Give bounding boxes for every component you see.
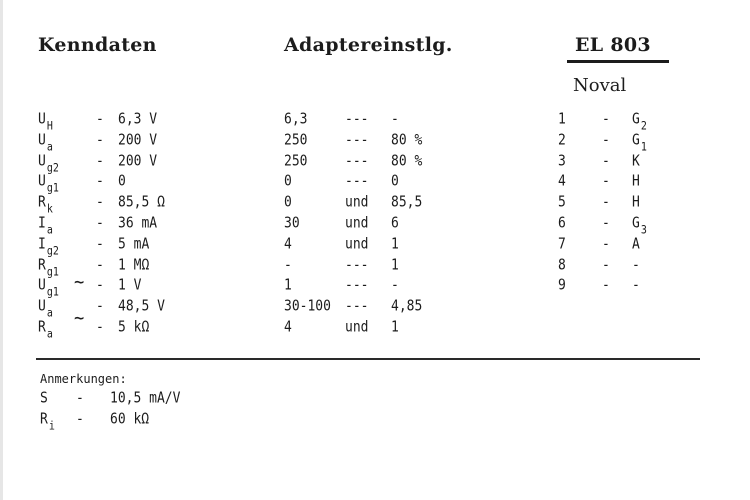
parameter-symbol: $U_H$ [38,111,53,133]
parameter-subscript: 2 [640,120,647,133]
parameter-subscript: 1 [640,141,647,154]
parameter-symbol: H [632,194,640,212]
parameter-symbol: H [632,173,640,191]
pin-number: 4 [558,173,566,191]
parameter-symbol: K [632,153,640,171]
adapter-value: 30 [284,215,300,233]
pin-dash: - [602,111,610,129]
pin-dash: - [602,194,610,212]
parameter-subscript: i [48,420,55,433]
nominal-value: 6,3 V [118,111,158,129]
tube-model-heading: EL 803 [575,34,651,56]
note-value: 60 kΩ [110,411,150,429]
adapter-value: 250 [284,132,308,150]
kenndaten-heading: Kenndaten [38,34,157,56]
parameter-symbol: $U_a$ [38,132,53,154]
note-dash: - [76,390,84,408]
note-symbol [40,390,48,407]
pin-dash: - [602,215,610,233]
adapter-value: - [284,257,292,275]
pin-number: 2 [558,132,566,150]
pin-number: 7 [558,236,566,254]
socket-type: Noval [573,75,627,96]
pin-number: 6 [558,215,566,233]
adapter-value-2: 85,5 [391,194,423,212]
equals-dash: - [96,173,104,191]
adapter-connector: und [345,319,369,337]
note-value: 10,5 mA/V [110,390,181,408]
adapter-connector: und [345,215,369,233]
parameter-subscript: a [46,141,53,154]
parameter-subscript: a [46,307,53,320]
ac-tilde: ~ [74,270,85,294]
adapter-value: 0 [284,173,292,191]
scan-edge [0,0,3,500]
adapter-value-2: 80 % [391,153,423,171]
pin-number: 1 [558,111,566,129]
parameter-subscript: a [46,328,53,341]
nominal-value: 1 V [118,277,142,295]
parameter-subscript: a [46,224,53,237]
adapter-connector: --- [345,257,369,275]
notes-title: Anmerkungen: [40,372,127,386]
nominal-value: 5 mA [118,236,150,254]
adapter-connector: und [345,194,369,212]
equals-dash: - [96,236,104,254]
adapter-connector: --- [345,277,369,295]
adapter-value-2: - [391,277,399,295]
parameter-subscript: k [46,203,53,216]
parameter-subscript: H [46,120,53,133]
pin-number: 9 [558,277,566,295]
nominal-value: 48,5 V [118,298,165,316]
adapter-value-2: 1 [391,236,399,254]
pin-function [632,236,640,253]
parameter-cell [38,319,53,343]
parameter-symbol: $R_a$ [38,319,53,341]
section-divider [36,358,700,360]
parameter-symbol: $I_a$ [38,215,53,237]
parameter-symbol: S [40,390,48,408]
pin-number: 8 [558,257,566,275]
note-dash: - [76,411,84,429]
adapter-value: 0 [284,194,292,212]
equals-dash: - [96,215,104,233]
pin-dash: - [602,236,610,254]
adapter-value-2: 80 % [391,132,423,150]
parameter-symbol: $G_2$ [632,111,647,133]
pin-dash: - [602,153,610,171]
adapter-value: 4 [284,236,292,254]
nominal-value: 200 V [118,153,158,171]
equals-dash: - [96,277,104,295]
parameter-subscript: g1 [46,286,59,299]
parameter-subscript: g2 [46,162,59,175]
adapter-value: 1 [284,277,292,295]
parameter-symbol: $I_{g2}$ [38,236,59,258]
adapter-value: 250 [284,153,308,171]
parameter-symbol: $R_{g1}$ [38,257,59,279]
note-symbol [40,411,55,435]
equals-dash: - [96,257,104,275]
equals-dash: - [96,153,104,171]
adapter-value-2: - [391,111,399,129]
parameter-subscript: g1 [46,266,59,279]
equals-dash: - [96,194,104,212]
nominal-value: 85,5 Ω [118,194,165,212]
adapter-value-2: 6 [391,215,399,233]
parameter-symbol: $G_1$ [632,132,647,154]
parameter-symbol: $U_{g1}$ [38,173,59,195]
adapter-value-2: 0 [391,173,399,191]
pin-dash: - [602,132,610,150]
adapter-value-2: 1 [391,257,399,275]
pin-function [632,173,640,190]
model-underline [567,60,669,63]
nominal-value: 5 kΩ [118,319,150,337]
pin-function [632,194,640,211]
adapter-connector: --- [345,111,369,129]
pin-number: 3 [558,153,566,171]
parameter-symbol: $U_{g1}$ [38,277,59,299]
pin-function [632,257,640,274]
equals-dash: - [96,319,104,337]
adapter-connector: und [345,236,369,254]
parameter-symbol: $R_i$ [40,411,55,433]
equals-dash: - [96,132,104,150]
pin-dash: - [602,257,610,275]
parameter-symbol: - [632,257,640,275]
adapter-connector: --- [345,173,369,191]
nominal-value: 36 mA [118,215,158,233]
pin-function [632,277,640,294]
adapter-value: 30-100 [284,298,331,316]
adapter-value-2: 1 [391,319,399,337]
equals-dash: - [96,298,104,316]
ac-tilde: ~ [74,306,85,330]
adapter-connector: --- [345,132,369,150]
adapter-connector: --- [345,298,369,316]
pin-dash: - [602,173,610,191]
parameter-symbol: A [632,236,640,254]
parameter-symbol: $U_{g2}$ [38,153,59,175]
parameter-subscript: g1 [46,182,59,195]
adapter-value: 6,3 [284,111,308,129]
adapter-heading: Adaptereinstlg. [284,34,453,56]
equals-dash: - [96,111,104,129]
parameter-subscript: 3 [640,224,647,237]
pin-dash: - [602,277,610,295]
nominal-value: 200 V [118,132,158,150]
adapter-connector: --- [345,153,369,171]
parameter-symbol: $U_a$ [38,298,53,320]
nominal-value: 0 [118,173,126,191]
pin-number: 5 [558,194,566,212]
parameter-symbol: $R_k$ [38,194,53,216]
parameter-symbol: $G_3$ [632,215,647,237]
parameter-symbol: - [632,277,640,295]
parameter-subscript: g2 [46,245,59,258]
nominal-value: 1 MΩ [118,257,150,275]
pin-function [632,153,640,170]
adapter-value-2: 4,85 [391,298,423,316]
adapter-value: 4 [284,319,292,337]
